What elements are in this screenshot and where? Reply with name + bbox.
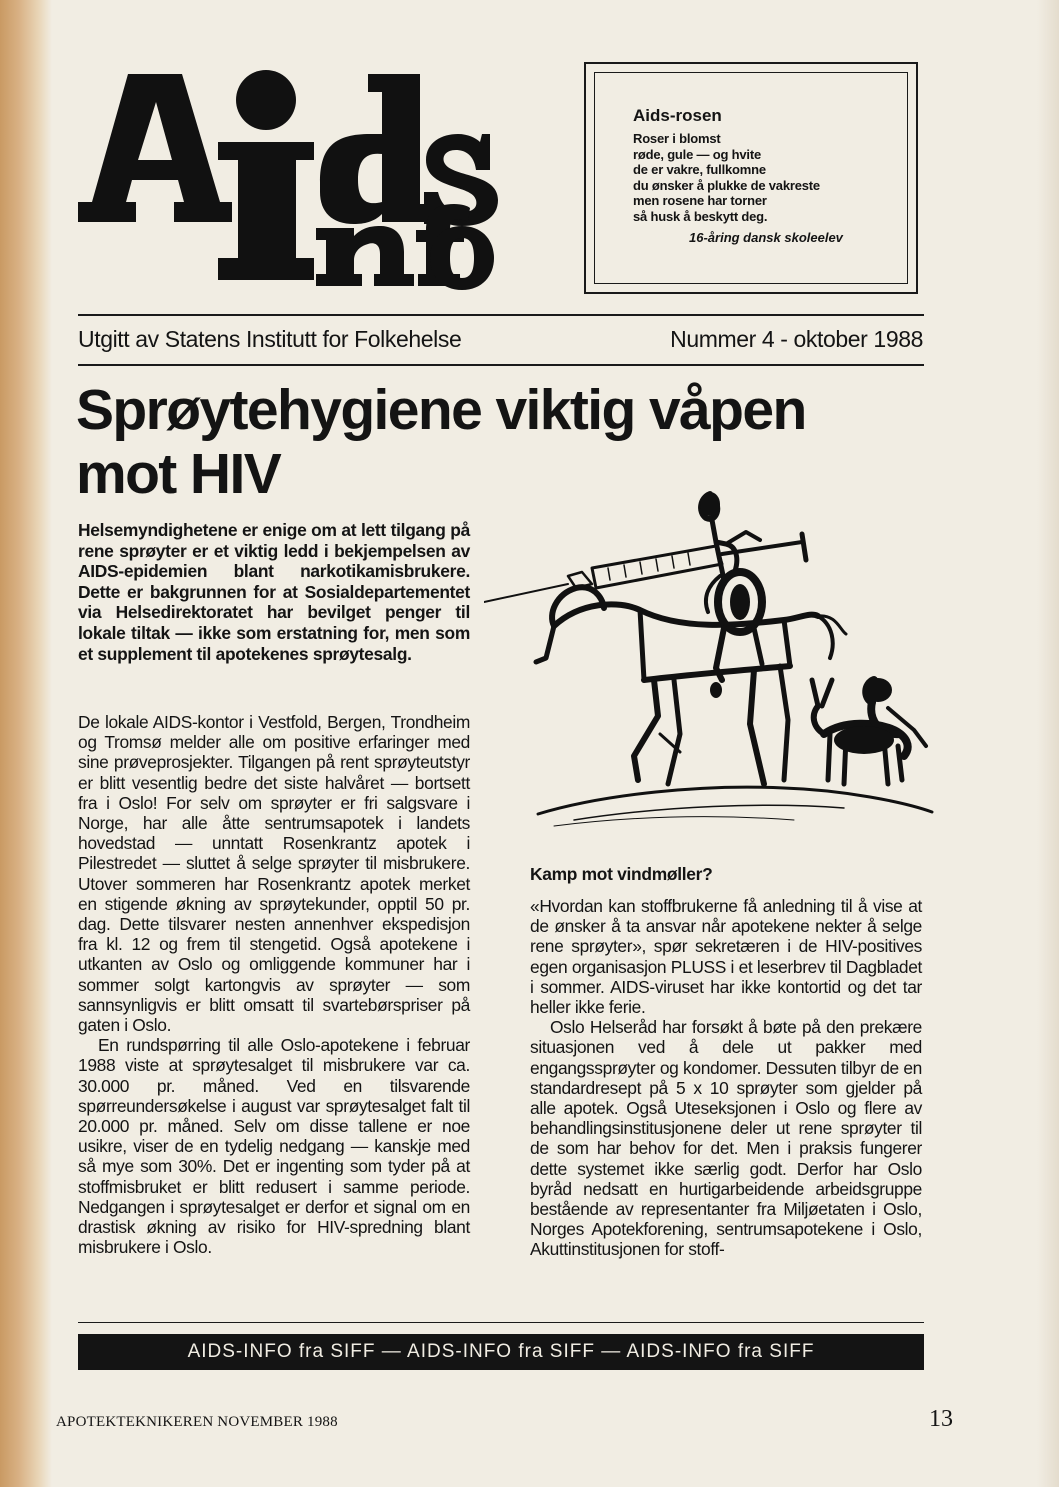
poem-line: røde, gule — og hvite	[633, 146, 761, 162]
banner-rule	[78, 1322, 924, 1323]
poem-line: du ønsker å plukke de vakreste	[633, 177, 820, 193]
page-edge	[1037, 0, 1059, 1487]
aids-info-banner: AIDS-INFO fra SIFF — AIDS-INFO fra SIFF — AIDS-INFO fra SIFF	[78, 1334, 924, 1370]
poem-title: Aids-rosen	[633, 106, 722, 125]
headline-line-2: mot HIV	[76, 442, 281, 506]
article-lede: Helsemyndighetene er enige om at lett tilgang på rene sprøyter er et viktig ledd i bekjempelsen av AIDS-epidemien blant narkotikamisbrukere. Dette er bakgrunnen for at Sosialdepartementet via Helsedirektoratet har bevilget penger til lokale tiltak — ikke som erstatning for, men som et supplement til apotekenes sprøytesalg.	[78, 520, 470, 664]
book-spine-shadow	[0, 0, 52, 1487]
poem-line: så husk å beskytt deg.	[633, 208, 768, 224]
section-subhead: Kamp mot vindmøller?	[530, 864, 713, 884]
poem-box-inner	[594, 72, 908, 284]
body-paragraph: De lokale AIDS-kontor i Vestfold, Bergen, Trondheim og Tromsø melder alle om positive erfaringer med sine prøveprosjekter. Tilgangen på rent sprøyteutstyr er blitt vesentlig bedre det siste halvåret — bortsett fra i Oslo! For selv om sprøyter er fri salgsvare i Norge, har alle åtte sentrumsapotek i landets hovedstad — unntatt Rosenkrantz apotek i Pilestredet — sluttet å selge sprøyter til misbrukere. Utover sommeren har Rosenkrantz apotek merket en stigende økning av sprøytekunder, opptil 50 pr. dag. Dette tilsvarer nesten annenhver ekspedisjon fra kl. 12 og frem til stengetid. Også apotekene i utkanten av Oslo og omliggende kommuner har i sommer solgt kartongvis av sprøyter — som sannsynligvis er blitt omsatt til svartebørspriser på gaten i Oslo.	[78, 712, 470, 1036]
poem-line: Roser i blomst	[633, 131, 721, 146]
article-body-left	[78, 712, 470, 1257]
publisher-line: Utgitt av Statens Institutt for Folkehelse	[78, 326, 462, 352]
poem-box	[584, 62, 918, 294]
poem-line: men rosene har torner	[633, 193, 767, 208]
article-body-right	[530, 896, 922, 1260]
body-paragraph: «Hvordan kan stoffbrukerne få anledning til å vise at de ønsker å ta ansvar når apotekene nekter å selge rene sprøyter», spør sekretæren i de HIV-positives egen organisasjon PLUSS i et leserbrev til Dagbladet i sommer. AIDS-viruset har ikke kontortid og det tar heller ikke ferie.	[530, 896, 922, 1018]
poem-line: de er vakre, fullkomne	[633, 162, 766, 177]
issue-line: Nummer 4 - oktober 1988	[670, 326, 923, 352]
masthead-rule-bottom	[78, 364, 924, 366]
headline-line-1: Sprøytehygiene viktig våpen	[76, 378, 806, 442]
body-paragraph: En rundspørring til alle Oslo-apotekene i februar 1988 viste at sprøytesalget til misbrukere var ca. 30.000 pr. måned. Ved en tilsvarende spørreundersøkelse i august var sprøytesalget falt til 20.000 pr. måned. Selv om disse tallene er noe usikre, viser de en tydelig nedgang — kanskje med så mye som 30%. Det er ingenting som tyder på at stoffmisbruket er blitt redusert i samme periode. Nedgangen i sprøytesalget er derfor et signal om en drastisk økning av risiko for HIV-spredning blant misbrukere i Oslo.	[78, 1035, 470, 1258]
masthead-rule-top	[78, 314, 924, 316]
poem-credit: 16-åring dansk skoleelev	[689, 230, 843, 245]
don-quixote-syringe-illustration	[484, 484, 944, 844]
page-number: 13	[929, 1406, 953, 1432]
publication-footer: APOTEKTEKNIKEREN NOVEMBER 1988	[56, 1414, 338, 1430]
body-paragraph: Oslo Helseråd har forsøkt å bøte på den prekære situasjonen ved å dele ut pakker med engangssprøyter og kondomer. Dessuten tilbyr de en standardresept på 5 x 10 sprøyter som gjelder på alle apotek. Også Uteseksjonen i Oslo og flere av behandlingsinstitusjonene deler ut rene sprøyter til de som har behov for det. Men i praksis fungerer dette systemet ikke særlig godt. Derfor har Oslo byråd nedsatt en hurtigarbeidende arbeidsgruppe bestående av representanter fra Miljøetaten i Oslo, Norges Apotekforening, sentrumsapotekene i Oslo, Akuttinstitusjonen for stoff-	[530, 1017, 922, 1260]
aids-info-logo	[70, 62, 500, 302]
